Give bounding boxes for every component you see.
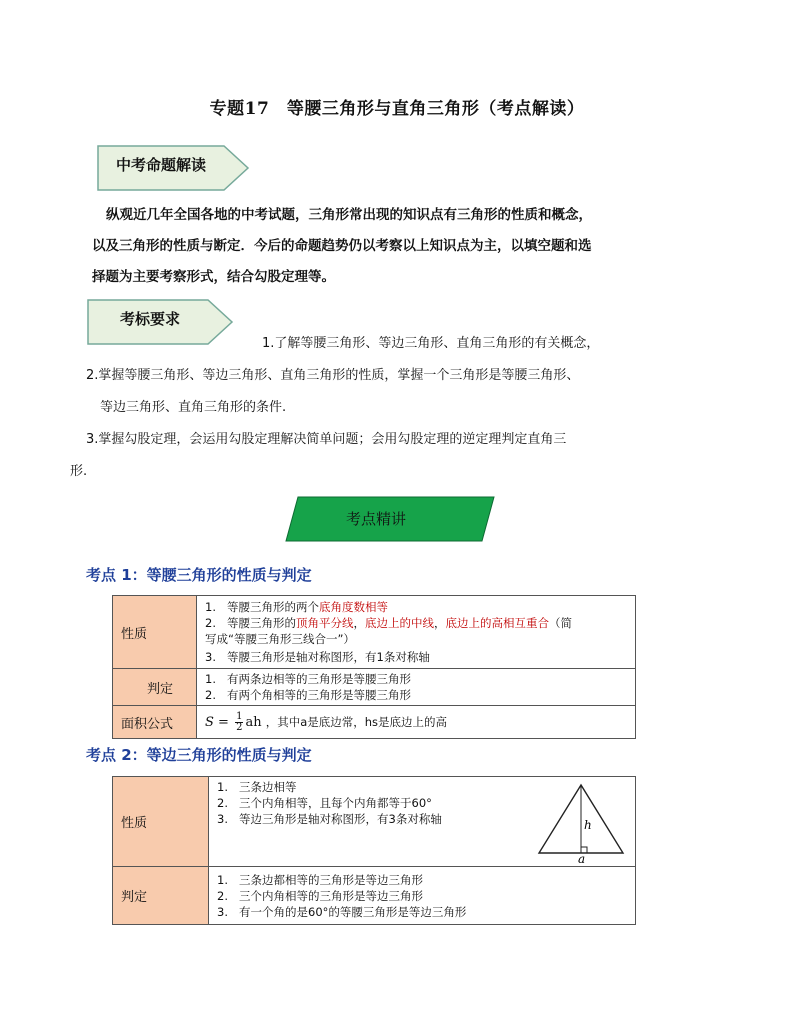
item-text: 等腰三角形是轴对称图形，有1条对称轴	[227, 650, 430, 664]
table-row	[113, 706, 636, 739]
item-num: 2.	[217, 888, 228, 903]
item-text: 三条边相等	[239, 780, 297, 794]
item-text: （简	[549, 616, 572, 630]
list-item	[205, 671, 631, 687]
requirement-3	[70, 424, 567, 488]
table-row	[113, 867, 636, 925]
banner-key-points	[284, 496, 496, 542]
item-highlight: 底角度数相等	[319, 600, 388, 614]
section-heading-kp2: 考点 2：等边三角形的性质与判定	[86, 746, 312, 764]
item-num: 1.	[217, 780, 228, 794]
intro-paragraph	[92, 200, 692, 293]
banner-label: 中考命题解读	[116, 156, 207, 174]
list-item-continuation: 写成“等腰三角形三线合一”）	[205, 632, 355, 646]
list-item	[217, 872, 631, 888]
fraction-numerator: 1	[236, 710, 243, 722]
row-label-criteria	[113, 669, 197, 706]
label-text: 判定	[147, 681, 174, 697]
item-highlight: 底边上的高相互重合	[445, 616, 549, 630]
item-text: 有一个角的是60°的等腰三角形是等边三角形	[239, 904, 467, 919]
item-num: 3.	[205, 650, 216, 664]
criteria-cell	[209, 867, 636, 925]
item-text: 有两条边相等的三角形是等腰三角形	[227, 672, 411, 686]
criteria-cell	[197, 669, 636, 706]
banner-exam-interpretation	[96, 144, 252, 192]
properties-cell	[197, 596, 636, 669]
formula-fraction	[235, 712, 243, 733]
formula-cell	[197, 706, 636, 739]
requirement-3-line1: 3.掌握勾股定理，会运用勾股定理解决简单问题；会用勾股定理的逆定理判定直角三	[86, 432, 567, 447]
formula	[205, 710, 266, 733]
list-item	[205, 649, 631, 665]
requirement-2-line1: 2.掌握等腰三角形、等边三角形、直角三角形的性质，掌握一个三角形是等腰三角形、	[86, 368, 580, 383]
list-item	[205, 687, 631, 703]
item-num: 3.	[217, 904, 228, 919]
item-text: 等腰三角形的	[227, 616, 296, 630]
row-label-properties: 性质	[113, 596, 197, 669]
item-num: 1.	[217, 872, 228, 887]
item-num: 1.	[205, 600, 216, 614]
row-label-properties: 性质	[113, 777, 209, 867]
banner-requirements	[86, 298, 236, 346]
section-heading-kp1: 考点 1：等腰三角形的性质与判定	[86, 566, 312, 584]
properties-cell	[209, 777, 636, 867]
item-text: ，	[353, 616, 365, 630]
item-text: 等边三角形是轴对称图形，有3条对称轴	[239, 812, 442, 826]
kp1-table	[112, 595, 636, 739]
item-text: 三个内角相等，且每个内角都等于60°	[239, 796, 432, 810]
item-num: 2.	[217, 796, 228, 810]
kp2-table	[112, 776, 636, 925]
figure-label-h: h	[584, 818, 592, 832]
item-num: 2.	[205, 688, 216, 702]
banner-label: 考标要求	[120, 310, 181, 328]
item-num: 2.	[205, 616, 216, 630]
item-text: ，	[434, 616, 446, 630]
list-item	[217, 888, 631, 904]
item-text: 有两个角相等的三角形是等腰三角形	[227, 688, 411, 702]
list-item	[205, 599, 631, 615]
equilateral-triangle-figure	[531, 781, 631, 863]
item-num: 1.	[205, 672, 216, 686]
item-highlight: 顶角平分线	[296, 616, 354, 630]
intro-line: 纵观近几年全国各地的中考试题，三角形常出现的知识点有三角形的性质和概念，	[106, 207, 592, 223]
item-num: 3.	[217, 812, 228, 826]
banner-label: 考点精讲	[346, 510, 407, 528]
requirement-3-line2: 形.	[70, 464, 88, 479]
item-text: 三条边都相等的三角形是等边三角形	[239, 872, 423, 887]
requirement-2	[86, 360, 579, 424]
formula-description: ，其中a是底边常，hs是底边上的高	[265, 714, 448, 729]
intro-line: 择题为主要考察形式，结合勾股定理等。	[92, 269, 335, 285]
figure-label-a: a	[578, 852, 586, 863]
row-label-area-formula: 面积公式	[113, 706, 197, 739]
item-text: 等腰三角形的两个	[227, 600, 319, 614]
fraction-denominator: 2	[236, 721, 243, 733]
formula-ah: ah	[245, 714, 262, 730]
list-item	[205, 615, 631, 631]
list-item	[217, 904, 631, 920]
formula-s: S	[205, 714, 214, 730]
table-row	[113, 596, 636, 669]
row-label-criteria: 判定	[113, 867, 209, 925]
page-title: 专题17 等腰三角形与直角三角形（考点解读）	[209, 99, 585, 119]
item-highlight: 底边上的中线	[365, 616, 434, 630]
intro-line: 以及三角形的性质与断定．今后的命题趋势仍以考察以上知识点为主，以填空题和选	[92, 238, 592, 254]
requirement-2-line2: 等边三角形、直角三角形的条件.	[100, 400, 287, 415]
formula-equals: =	[213, 714, 234, 730]
table-row	[113, 669, 636, 706]
table-row	[113, 777, 636, 867]
item-text: 三个内角相等的三角形是等边三角形	[239, 888, 423, 903]
requirement-1: 1.了解等腰三角形、等边三角形、直角三角形的有关概念，	[262, 336, 600, 351]
